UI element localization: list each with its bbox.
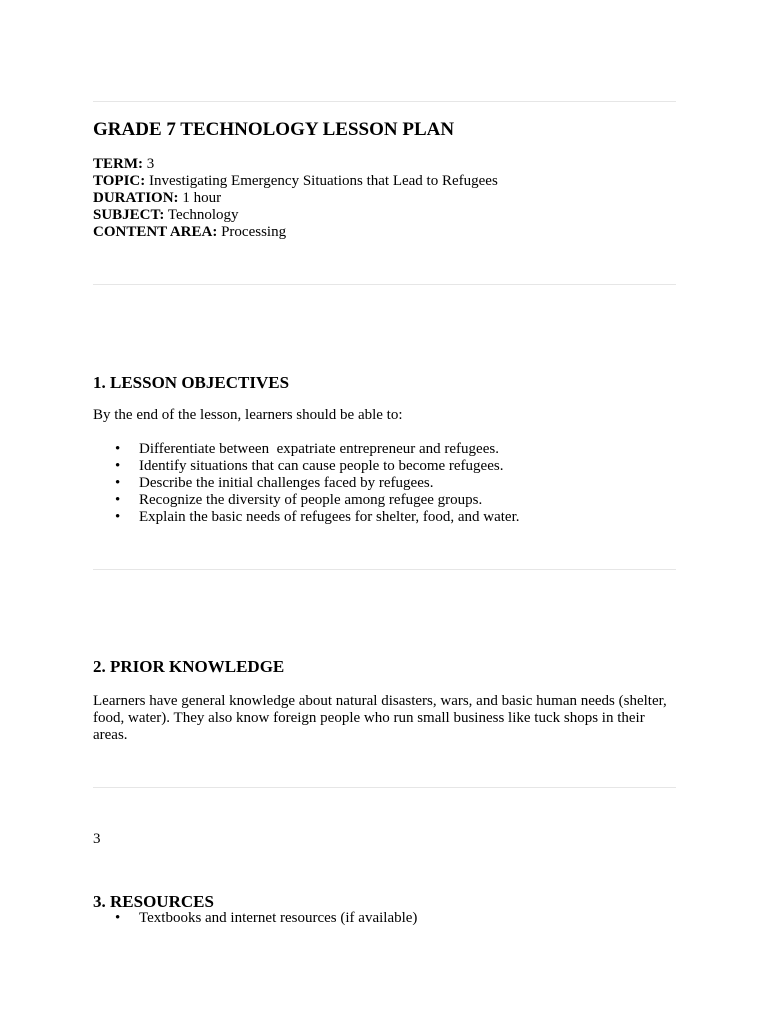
- list-item: [93, 910, 417, 927]
- list-item-text: Differentiate between expatriate entrepreneur and refugees.: [139, 441, 499, 457]
- meta-term: [93, 156, 498, 173]
- page-title: GRADE 7 TECHNOLOGY LESSON PLAN: [93, 119, 455, 140]
- meta-value: Technology: [167, 207, 239, 223]
- meta-label: DURATION:: [93, 190, 179, 206]
- meta-content-area: [93, 224, 498, 241]
- section-heading-objectives: 1. LESSON OBJECTIVES: [93, 373, 290, 392]
- meta-value: 1 hour: [182, 190, 222, 206]
- bullet-icon: •: [115, 910, 121, 926]
- meta-label: CONTENT AREA:: [93, 224, 218, 240]
- divider: [93, 284, 676, 285]
- bullet-icon: •: [115, 458, 121, 474]
- meta-label: SUBJECT:: [93, 207, 165, 223]
- lesson-meta: [93, 156, 498, 241]
- list-item: [93, 441, 520, 458]
- meta-label: TERM:: [93, 156, 143, 172]
- meta-value: Processing: [221, 224, 287, 240]
- list-item: [93, 509, 520, 526]
- section-heading-resources: 3. RESOURCES: [93, 892, 214, 911]
- divider: [93, 101, 676, 102]
- list-item-text: Explain the basic needs of refugees for shelter, food, and water.: [139, 509, 520, 525]
- objectives-list: [93, 441, 520, 526]
- resources-list: [93, 910, 417, 927]
- list-item: [93, 492, 520, 509]
- meta-label: TOPIC:: [93, 173, 146, 189]
- meta-duration: [93, 190, 498, 207]
- meta-subject: [93, 207, 498, 224]
- meta-value: Investigating Emergency Situations that Lead to Refugees: [148, 173, 498, 189]
- prior-knowledge-text: Learners have general knowledge about natural disasters, wars, and basic human needs (shelter, food, water). They also know foreign people who run small business like tuck shops in their areas.: [93, 693, 667, 743]
- list-item-text: Textbooks and internet resources (if available): [139, 910, 418, 926]
- bullet-icon: •: [115, 475, 121, 491]
- section-heading-prior-knowledge: 2. PRIOR KNOWLEDGE: [93, 657, 285, 676]
- page-number: 3: [93, 831, 101, 847]
- bullet-icon: •: [115, 441, 121, 457]
- meta-value: 3: [146, 156, 155, 172]
- bullet-icon: •: [115, 509, 121, 525]
- objectives-intro: By the end of the lesson, learners should be able to:: [93, 407, 403, 423]
- meta-topic: [93, 173, 498, 190]
- list-item: [93, 475, 520, 492]
- list-item-text: Identify situations that can cause people to become refugees.: [139, 458, 504, 474]
- divider: [93, 569, 676, 570]
- list-item-text: Describe the initial challenges faced by refugees.: [139, 475, 434, 491]
- divider: [93, 787, 676, 788]
- list-item: [93, 458, 520, 475]
- bullet-icon: •: [115, 492, 121, 508]
- list-item-text: Recognize the diversity of people among refugee groups.: [139, 492, 483, 508]
